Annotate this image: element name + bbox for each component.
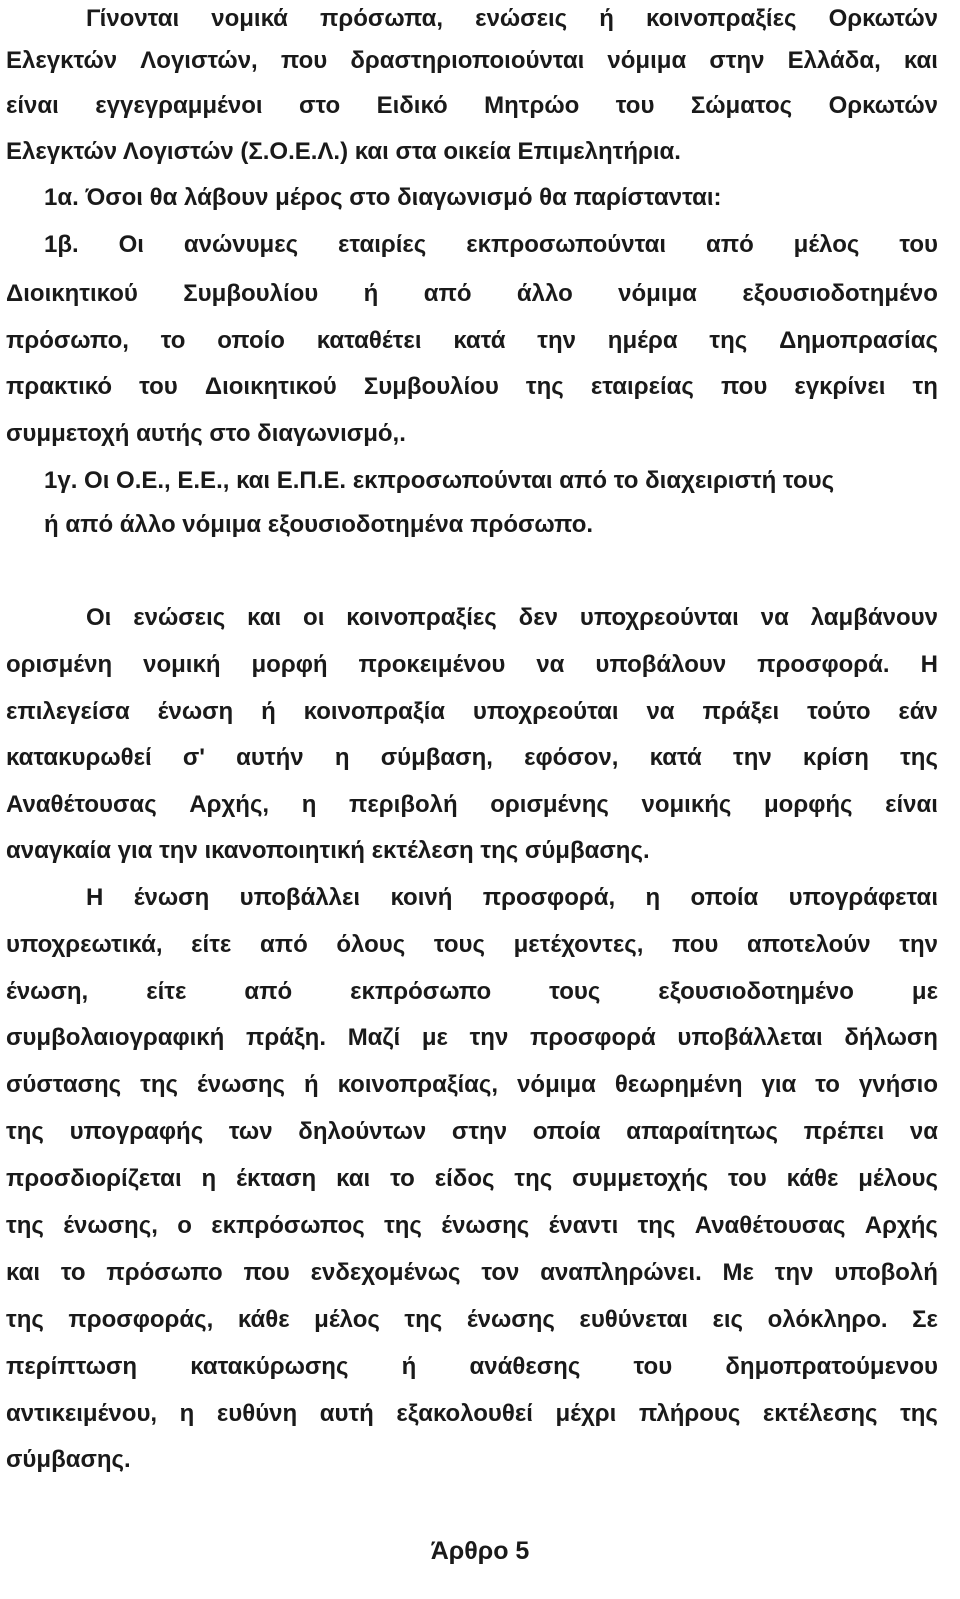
text-line: σύστασης της ένωσης ή κοινοπραξίας, νόμιμα θεωρημένη για το γνήσιο xyxy=(6,1071,938,1098)
text-line: ή από άλλο νόμιμα εξουσιοδοτημένα πρόσωπο. xyxy=(44,511,594,538)
text-line: Διοικητικού Συμβουλίου ή από άλλο νόμιμα εξουσιοδοτημένο xyxy=(6,280,938,307)
text-line: της προσφοράς, κάθε μέλος της ένωσης ευθύνεται εις ολόκληρο. Σε xyxy=(6,1306,938,1333)
text-line: Αναθέτουσας Αρχής, η περιβολή ορισμένης νομικής μορφής είναι xyxy=(6,791,938,818)
article-heading: Άρθρο 5 xyxy=(430,1537,530,1565)
text-line: προσδιορίζεται η έκταση και το είδος της συμμετοχής του κάθε μέλους xyxy=(6,1165,938,1192)
text-line: ορισμένη νομική μορφή προκειμένου να υποβάλουν προσφορά. Η xyxy=(6,651,938,678)
text-line: αναγκαία για την ικανοποιητική εκτέλεση της σύμβασης. xyxy=(6,837,650,864)
text-line: 1γ. Οι Ο.Ε., Ε.Ε., και Ε.Π.Ε. εκπροσωπούνται από το διαχειριστή τους xyxy=(44,467,835,494)
text-line: Η ένωση υποβάλλει κοινή προσφορά, η οποία υπογράφεται xyxy=(86,884,938,911)
text-line: Ελεγκτών Λογιστών, που δραστηριοποιούνται νόμιμα στην Ελλάδα, και xyxy=(6,47,938,74)
text-line: σύμβασης. xyxy=(6,1446,131,1473)
text-line: συμμετοχή αυτής στο διαγωνισμό,. xyxy=(6,420,406,447)
text-line: επιλεγείσα ένωση ή κοινοπραξία υποχρεούται να πράξει τούτο εάν xyxy=(6,698,938,725)
text-line: και το πρόσωπο που ενδεχομένως τον αναπληρώνει. Με την υποβολή xyxy=(6,1259,938,1286)
text-line: ένωση, είτε από εκπρόσωπο τους εξουσιοδοτημένο με xyxy=(6,978,938,1005)
text-line: υποχρεωτικά, είτε από όλους τους μετέχοντες, που αποτελούν την xyxy=(6,931,938,958)
text-line: Οι ενώσεις και οι κοινοπραξίες δεν υποχρεούνται να λαμβάνουν xyxy=(86,604,938,631)
text-line: της ένωσης, ο εκπρόσωπος της ένωσης έναντι της Αναθέτουσας Αρχής xyxy=(6,1212,938,1239)
text-line: της υπογραφής των δηλούντων στην οποία απαραίτητως πρέπει να xyxy=(6,1118,938,1145)
text-line: πρακτικό του Διοικητικού Συμβουλίου της εταιρείας που εγκρίνει τη xyxy=(6,373,938,400)
text-line: Γίνονται νομικά πρόσωπα, ενώσεις ή κοινοπραξίες Ορκωτών xyxy=(86,5,938,32)
text-line: περίπτωση κατακύρωσης ή ανάθεσης του δημοπρατούμενου xyxy=(6,1353,938,1380)
text-line: Ελεγκτών Λογιστών (Σ.Ο.Ε.Λ.) και στα οικεία Επιμελητήρια. xyxy=(6,138,681,165)
text-line: 1α. Όσοι θα λάβουν μέρος στο διαγωνισμό θα παρίστανται: xyxy=(44,184,722,211)
text-line: 1β. Οι ανώνυμες εταιρίες εκπροσωπούνται από μέλος του xyxy=(44,231,938,258)
text-line: είναι εγγεγραμμένοι στο Ειδικό Μητρώο του Σώματος Ορκωτών xyxy=(6,92,938,119)
text-line: αντικειμένου, η ευθύνη αυτή εξακολουθεί μέχρι πλήρους εκτέλεσης της xyxy=(6,1400,938,1427)
text-line: συμβολαιογραφική πράξη. Μαζί με την προσφορά υποβάλλεται δήλωση xyxy=(6,1024,938,1051)
text-line: πρόσωπο, το οποίο καταθέτει κατά την ημέρα της Δημοπρασίας xyxy=(6,327,938,354)
text-line: κατακυρωθεί σ' αυτήν η σύμβαση, εφόσον, κατά την κρίση της xyxy=(6,744,938,771)
